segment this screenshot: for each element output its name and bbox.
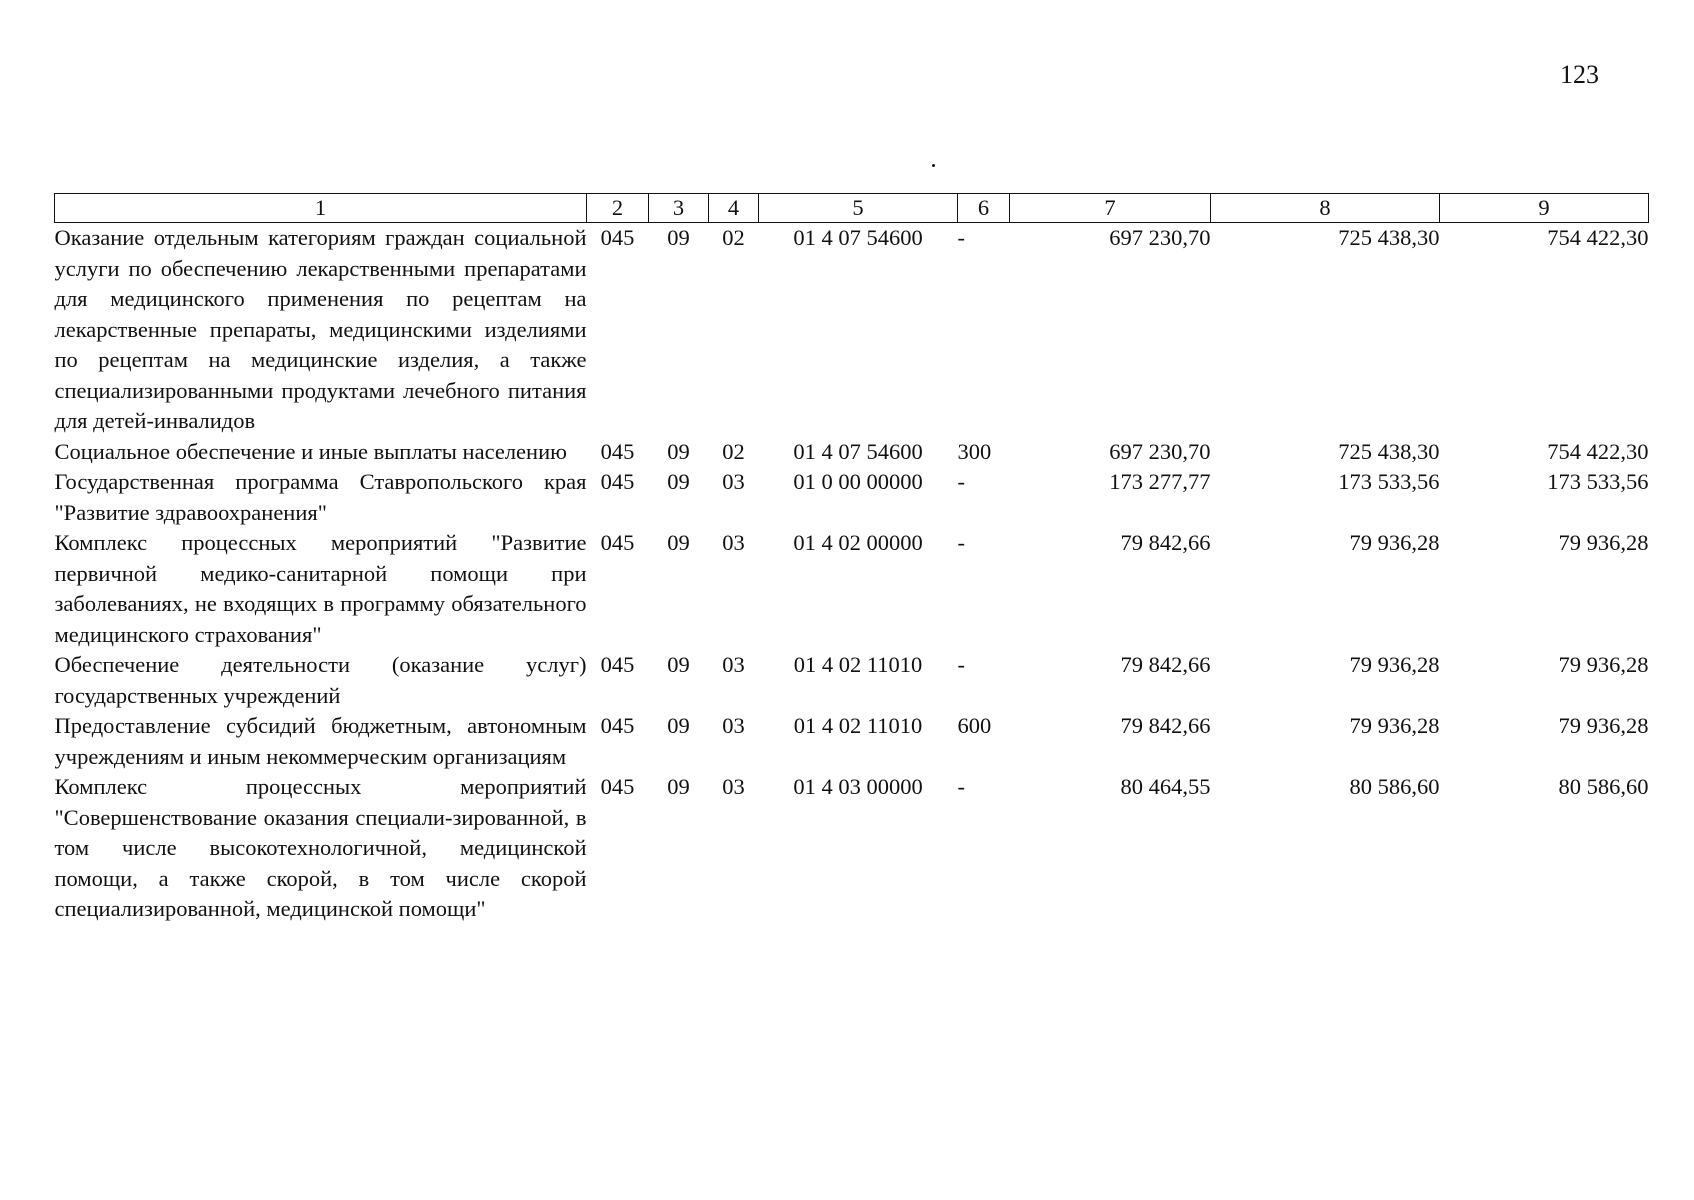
target-article-code: 01 0 00 00000 [793,469,923,494]
amount-col-8: 725 438,30 [1338,438,1440,464]
amount-col-7: 79 842,66 [1120,713,1211,738]
ministry-code: 045 [600,530,635,555]
amount-col-8: 173 533,56 [1338,469,1440,494]
header-row [55,194,1649,223]
ministry-code: 045 [600,225,635,250]
amount-col-7: 80 464,55 [1120,774,1211,799]
amount-col-9: 79 936,28 [1558,530,1649,555]
row-description: Обеспечение деятельности (оказание услуг) государственных учреждений [54,652,587,708]
section-code: 09 [667,652,690,677]
col-header-8: 8 [1211,194,1440,223]
ministry-code: 045 [600,438,635,464]
section-code: 09 [667,469,690,494]
amount-col-9: 754 422,30 [1547,225,1649,250]
ministry-code: 045 [600,469,635,494]
section-code: 09 [667,530,690,555]
row-description: Социальное обеспечение и иные выплаты населению [54,438,567,464]
section-code: 09 [667,713,690,738]
expense-type-code: - [957,225,965,250]
amount-col-7: 697 230,70 [1109,438,1211,464]
page-number: 123 [1560,60,1599,89]
amount-col-7: 79 842,66 [1120,530,1211,555]
section-code: 09 [667,438,690,464]
col-header-5: 5 [759,194,958,223]
budget-table [54,193,1649,925]
amount-col-9: 754 422,30 [1547,438,1649,464]
expense-type-code: 300 [957,438,992,464]
col-header-1: 1 [55,194,587,223]
col-header-2: 2 [587,194,649,223]
expense-type-code: - [957,469,965,494]
amount-col-8: 725 438,30 [1338,225,1440,250]
row-description: Оказание отдельным категориям граждан социальной услуги по обеспечению лекарственными препаратами для медицинского применения по рецептам на лекарственные препараты, медицинскими изделиями по рецептам на медицинские изделия, а также специализированными продуктами лечебного питания для детей-инвалидов [54,225,587,433]
section-code: 09 [667,225,690,250]
subsection-code: 02 [722,225,745,250]
expense-type-code: - [957,774,965,799]
amount-col-8: 79 936,28 [1349,530,1440,555]
row-description: Государственная программа Ставропольского края "Развитие здравоохранения" [54,469,587,525]
subsection-code: 02 [722,438,745,464]
col-header-6: 6 [958,194,1010,223]
expense-type-code: - [957,652,965,677]
col-header-4: 4 [709,194,759,223]
table-row [55,223,1649,437]
target-article-code: 01 4 02 11010 [793,652,923,677]
subsection-code: 03 [722,530,745,555]
subsection-code: 03 [722,469,745,494]
table-row [55,711,1649,772]
expense-type-code: 600 [957,713,992,738]
target-article-code: 01 4 07 54600 [793,225,923,250]
stray-dot [932,164,935,167]
ministry-code: 045 [600,774,635,799]
amount-col-7: 173 277,77 [1109,469,1211,494]
amount-col-9: 173 533,56 [1547,469,1649,494]
section-code: 09 [667,774,690,799]
target-article-code: 01 4 07 54600 [793,438,923,464]
subsection-code: 03 [722,652,745,677]
row-description: Комплекс процессных мероприятий "Совершенствование оказания специали-зированной, в том числе высокотехнологичной, медицинской помощи, а также скорой, в том числе скорой специализированной, медицинской помощи" [54,774,587,921]
amount-col-9: 79 936,28 [1558,713,1649,738]
subsection-code: 03 [722,774,745,799]
col-header-7: 7 [1010,194,1211,223]
target-article-code: 01 4 03 00000 [793,774,923,799]
target-article-code: 01 4 02 11010 [793,713,923,738]
subsection-code: 03 [722,713,745,738]
table-row [55,528,1649,650]
target-article-code: 01 4 02 00000 [793,530,923,555]
col-header-9: 9 [1440,194,1649,223]
table-row [55,772,1649,925]
ministry-code: 045 [600,652,635,677]
table-row [55,467,1649,528]
row-description: Комплекс процессных мероприятий "Развитие первичной медико-санитарной помощи при заболеваниях, не входящих в программу обязательного медицинского страхования" [54,530,587,647]
amount-col-8: 80 586,60 [1349,774,1440,799]
amount-col-8: 79 936,28 [1349,652,1440,677]
ministry-code: 045 [600,713,635,738]
table-row [55,437,1649,468]
amount-col-7: 697 230,70 [1109,225,1211,250]
amount-col-8: 79 936,28 [1349,713,1440,738]
amount-col-9: 80 586,60 [1558,774,1649,799]
expense-type-code: - [957,530,965,555]
amount-col-7: 79 842,66 [1120,652,1211,677]
amount-col-9: 79 936,28 [1558,652,1649,677]
row-description: Предоставление субсидий бюджетным, автономным учреждениям и иным некоммерческим организациям [54,713,587,769]
table-row [55,650,1649,711]
col-header-3: 3 [649,194,709,223]
